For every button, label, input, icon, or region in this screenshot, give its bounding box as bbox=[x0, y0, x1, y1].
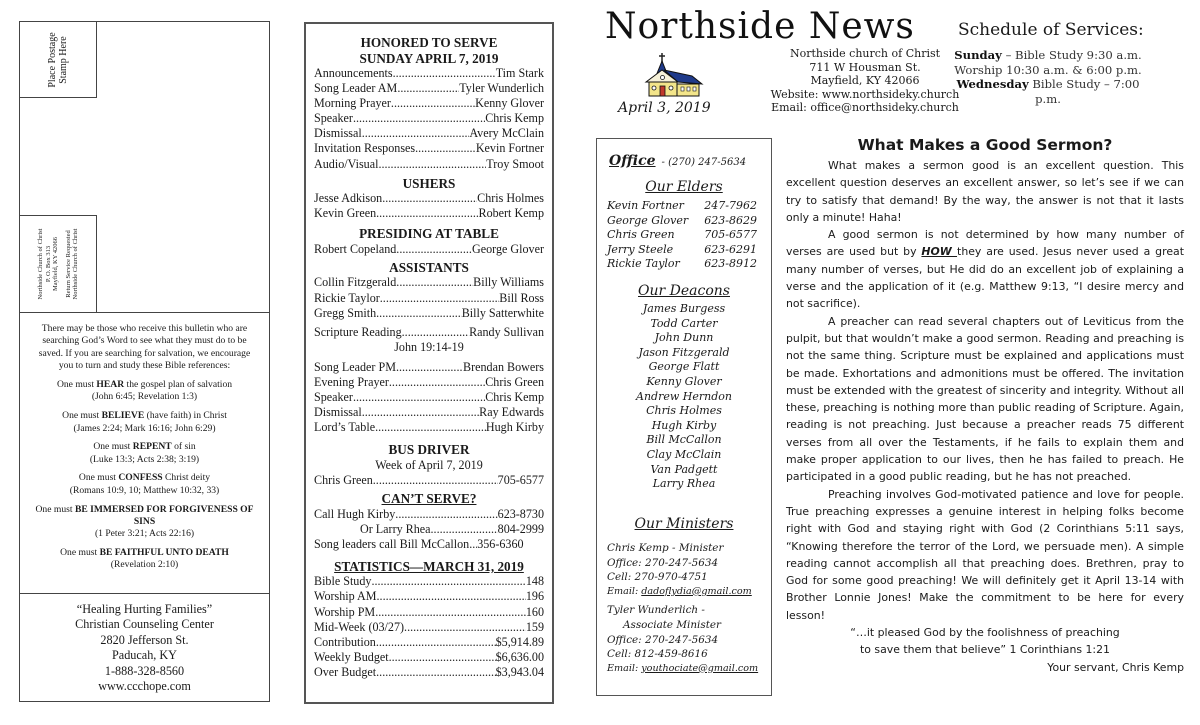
return-address-line: Mayfield, KY 42066 bbox=[51, 236, 59, 292]
role-row bbox=[314, 157, 544, 172]
leader-dots bbox=[375, 420, 486, 435]
newsletter-title: Northside News bbox=[605, 6, 915, 47]
elder-row bbox=[607, 228, 757, 243]
role-row bbox=[314, 242, 544, 257]
role-row bbox=[314, 620, 544, 635]
role-row bbox=[314, 191, 544, 206]
schedule-line: Sunday – Bible Study 9:30 a.m. bbox=[954, 48, 1142, 62]
role-label: Worship AM bbox=[314, 589, 377, 604]
article-paragraph: Preaching involves God-motivated patience and love for people. True preaching expresses a genuine interest in helping folks become right with God and staying right with God (2 Corinthians 5:11 says, “Knowing therefore the terror of the Lord, we persuade men). A simple reading cannot accomplish all that preaching does. Brethren, pray to God for some good preaching! We will definitely get it April 13-14 with Brother Lonnie Jones! Make the commitment to be here for every lesson! bbox=[786, 487, 1184, 622]
deacon-name: Jason Fitzgerald bbox=[638, 345, 730, 359]
deacon-name: Todd Carter bbox=[650, 316, 718, 330]
counseling-phone: 1-888-328-8560 bbox=[104, 663, 185, 678]
bus-driver-title: BUS DRIVER bbox=[388, 442, 470, 458]
role-label: Bible Study bbox=[314, 574, 372, 589]
role-value: 196 bbox=[525, 589, 544, 604]
salvation-box bbox=[19, 312, 270, 594]
role-value: Bill Ross bbox=[499, 290, 544, 305]
schedule-line: Worship 10:30 a.m. & 6:00 p.m. bbox=[954, 62, 1142, 77]
counseling-line: Christian Counseling Center bbox=[75, 617, 214, 632]
elder-row bbox=[607, 243, 757, 258]
deacon-name: Larry Rhea bbox=[652, 477, 716, 491]
role-row bbox=[314, 605, 544, 620]
role-value: Billy Williams bbox=[473, 275, 544, 290]
elder-phone: 247-7962 bbox=[704, 199, 757, 212]
website-line[interactable]: Website: www.northsideky.church bbox=[770, 87, 960, 101]
leader-dots bbox=[396, 275, 473, 290]
role-row bbox=[314, 141, 544, 156]
elder-name: Kevin Fortner bbox=[607, 199, 684, 212]
deacon-name: Kenny Glover bbox=[646, 374, 722, 388]
leader-dots bbox=[362, 126, 470, 141]
salvation-step-reference: (John 6:45; Revelation 1:3) bbox=[91, 391, 198, 403]
leader-dots bbox=[393, 66, 496, 81]
assistants-title: ASSISTANTS bbox=[389, 259, 469, 275]
leader-dots bbox=[371, 574, 525, 589]
role-value: Chris Kemp bbox=[485, 390, 544, 405]
counseling-line: “Healing Hurting Families” bbox=[76, 602, 213, 616]
salvation-step-keyword: CONFESS bbox=[118, 472, 163, 484]
minister-email-line: Email: youthociate@gmail.com bbox=[607, 662, 759, 674]
leader-dots bbox=[404, 620, 526, 635]
elder-name: George Glover bbox=[607, 213, 689, 227]
role-label: Lord’s Table bbox=[314, 420, 376, 435]
role-row bbox=[314, 306, 544, 321]
role-value: Tim Stark bbox=[495, 66, 544, 80]
role-label: Contribution bbox=[314, 634, 376, 649]
leader-dots bbox=[389, 375, 485, 390]
role-value: Brendan Bowers bbox=[463, 359, 544, 374]
counseling-line: 2820 Jefferson St. bbox=[100, 632, 189, 647]
schedule-line: Wednesday Bible Study – 7:00 p.m. bbox=[956, 77, 1140, 106]
counseling-line: Paducah, KY bbox=[112, 648, 177, 663]
role-label: Collin Fitzgerald bbox=[314, 275, 397, 290]
salvation-step-reference: (James 2:24; Mark 16:16; John 6:29) bbox=[73, 422, 216, 434]
salvation-step: One must BE FAITHFUL UNTO DEATH (Revelation 2:10) bbox=[32, 547, 257, 572]
church-address bbox=[760, 47, 970, 115]
email-line[interactable]: Email: office@northsideky.church bbox=[771, 101, 959, 115]
role-value: Hugh Kirby bbox=[485, 420, 544, 435]
minister-email-line: Email: dadoflydia@gmail.com bbox=[607, 585, 752, 597]
salvation-step-reference: (Revelation 2:10) bbox=[110, 559, 179, 571]
role-row bbox=[314, 665, 544, 680]
office-panel bbox=[596, 138, 772, 696]
postage-stamp-box bbox=[19, 21, 97, 98]
bus-week: Week of April 7, 2019 bbox=[375, 457, 483, 472]
elder-row bbox=[607, 214, 757, 229]
role-row bbox=[314, 375, 544, 390]
deacons-title: Our Deacons bbox=[638, 283, 730, 299]
role-label: Announcements bbox=[314, 66, 393, 80]
role-value: Billy Satterwhite bbox=[461, 305, 544, 320]
article-signature: Your servant, Chris Kemp bbox=[1047, 660, 1184, 674]
role-value: Avery McClain bbox=[469, 126, 544, 141]
issue-date: April 3, 2019 bbox=[618, 100, 711, 116]
leader-dots bbox=[362, 405, 479, 420]
deacon-name: Andrew Herndon bbox=[636, 389, 732, 403]
salvation-step: One must CONFESS Christ deity (Romans 10:9, 10; Matthew 10:32, 33) bbox=[32, 472, 257, 497]
role-value: $6,636.00 bbox=[495, 649, 544, 664]
salvation-step-keyword: BE IMMERSED FOR FORGIVENESS OF SINS bbox=[74, 503, 254, 527]
article-paragraph: A preacher can read several chapters out of Leviticus from the pulpit, but that wouldn’t make a good sermon. Reading and preaching is not the same thing. Scripture must be explained and applications must be made. Exhortations and admonitions must be offered. The invitation must be extended with the greatest of sincerity and integrity. Without all these, preaching is nothing more than public reading of Scripture. Again, reading is not preaching. Just because a preacher reads 75 different verses from all over the Testaments, if he fails to explain them and make proper application to our lives, then he has failed to preach. He participated in a good public reading, but he has not preached. bbox=[786, 314, 1184, 484]
elder-row bbox=[607, 199, 757, 214]
scripture-quote-line: to save them that believe” 1 Corinthians 1:21 bbox=[860, 643, 1110, 657]
role-value: Kenny Glover bbox=[475, 96, 544, 111]
cant-serve-row: Call Hugh Kirby ..... 623-8730 bbox=[314, 507, 544, 522]
role-row bbox=[314, 275, 544, 290]
deacon-name: Clay McClain bbox=[646, 447, 722, 461]
counseling-center-box bbox=[19, 593, 270, 702]
salvation-step-keyword: REPENT bbox=[132, 441, 172, 453]
role-value: Chris Green bbox=[485, 375, 544, 389]
leader-dots bbox=[353, 111, 485, 126]
article bbox=[786, 133, 1184, 676]
deacon-name: John Dunn bbox=[654, 331, 714, 345]
stamp-label-line: Stamp Here bbox=[58, 35, 69, 84]
deacon-name: Bill McCallon bbox=[646, 433, 722, 447]
leader-dots bbox=[377, 589, 526, 604]
role-label: Song Leader AM bbox=[314, 81, 398, 96]
deacons-list bbox=[597, 302, 771, 492]
leader-dots bbox=[397, 81, 459, 96]
role-label: Robert Copeland bbox=[314, 241, 397, 256]
role-value: Ray Edwards bbox=[479, 405, 544, 420]
role-label: Speaker bbox=[314, 111, 353, 126]
role-label: Song Leader PM bbox=[314, 359, 396, 374]
scripture-passage: John 19:14-19 bbox=[394, 339, 464, 354]
article-paragraph: What makes a sermon good is an excellent question. This excellent question deserves an excellent answer, so let’s see if we can try to satisfy that demand! By the way, the answer is not that it lasts only a minute! Haha! bbox=[786, 159, 1184, 224]
stamp-label-line: Place Postage bbox=[47, 31, 58, 88]
role-label: Audio/Visual bbox=[314, 156, 379, 171]
serve-date: SUNDAY APRIL 7, 2019 bbox=[359, 50, 499, 66]
minister-email-link[interactable]: youthociate@gmail.com bbox=[641, 662, 759, 674]
role-value: $5,914.89 bbox=[495, 634, 544, 649]
leader-dots bbox=[375, 605, 526, 620]
return-address-line: P. O. Box 313 bbox=[44, 245, 52, 283]
minister-email-link[interactable]: dadoflydia@gmail.com bbox=[641, 585, 752, 597]
ministers-title: Our Ministers bbox=[634, 516, 734, 532]
role-row bbox=[314, 589, 544, 604]
address-line: Mayfield, KY 42066 bbox=[810, 74, 920, 88]
role-value: Troy Smoot bbox=[486, 156, 544, 171]
role-row bbox=[314, 66, 544, 81]
deacon-name: Van Padgett bbox=[650, 462, 718, 476]
salvation-step-keyword: HEAR bbox=[96, 379, 125, 391]
cant-serve-title: CAN’T SERVE? bbox=[381, 491, 477, 507]
elder-name: Jerry Steele bbox=[607, 242, 674, 256]
role-value: Chris Holmes bbox=[477, 191, 544, 206]
leader-dots bbox=[396, 360, 463, 375]
role-value: George Glover bbox=[472, 241, 544, 256]
leader-dots bbox=[415, 141, 476, 156]
leader-dots bbox=[389, 650, 496, 665]
office-label: Office bbox=[609, 153, 656, 169]
leader-dots bbox=[376, 206, 478, 221]
deacon-name: James Burgess bbox=[642, 302, 726, 315]
role-row bbox=[314, 635, 544, 650]
role-row bbox=[314, 574, 544, 589]
salvation-intro: There may be those who receive this bulletin who are searching God’s Word to see what they must do to be saved. If you are searching for salvation, we encourage you to turn and study these Bible references: bbox=[38, 323, 251, 371]
role-label: Evening Prayer bbox=[314, 375, 389, 389]
role-row bbox=[314, 360, 544, 375]
office-phone: - (270) 247-5634 bbox=[661, 157, 747, 168]
return-note-line: Northside Church of Christ bbox=[71, 228, 79, 300]
leader-dots bbox=[380, 291, 500, 306]
role-label: Dismissal bbox=[314, 126, 362, 141]
role-label: Jesse Adkison bbox=[314, 191, 383, 206]
role-row bbox=[314, 206, 544, 221]
deacon-name: George Flatt bbox=[648, 360, 720, 374]
minister-name: Chris Kemp - Minister bbox=[607, 542, 724, 554]
salvation-step: One must HEAR the gospel plan of salvation (John 6:45; Revelation 1:3) bbox=[32, 379, 257, 404]
elder-row bbox=[607, 257, 757, 272]
scripture-quote-line: “…it pleased God by the foolishness of preaching bbox=[850, 626, 1120, 640]
leader-dots bbox=[391, 96, 475, 111]
role-label: Over Budget bbox=[314, 664, 377, 679]
serve-title: HONORED TO SERVE bbox=[360, 35, 498, 50]
leader-dots bbox=[378, 157, 486, 172]
article-paragraph: A good sermon is not determined by how many number of verses are used but by HOW they are used. Jesus never used a great many number of verses, but He did do an excellent job of explaining a verse and the application of it (e.g. Matthew 9:13, “I desire mercy and not sacrifice). bbox=[786, 228, 1184, 311]
office-phone-line bbox=[609, 153, 746, 169]
role-label: Mid-Week (03/27) bbox=[314, 619, 405, 634]
salvation-step-reference: (1 Peter 3:21; Acts 22:16) bbox=[94, 528, 195, 540]
minister-cell: Cell: 812-459-8616 bbox=[607, 648, 708, 661]
address-line: 711 W Housman St. bbox=[809, 60, 921, 74]
presiding-title: PRESIDING AT TABLE bbox=[359, 226, 499, 242]
salvation-step: One must BE IMMERSED FOR FORGIVENESS OF SINS (1 Peter 3:21; Acts 22:16) bbox=[32, 504, 257, 541]
role-value: 160 bbox=[525, 604, 544, 619]
scripture-reading-row: Scripture Reading ..... Randy Sullivan bbox=[314, 325, 544, 340]
article-title: What Makes a Good Sermon? bbox=[857, 136, 1113, 154]
role-row bbox=[314, 111, 544, 126]
church-icon bbox=[640, 52, 704, 100]
leader-dots bbox=[376, 306, 462, 321]
salvation-step-keyword: BE FAITHFUL UNTO DEATH bbox=[99, 546, 229, 558]
role-label: Speaker bbox=[314, 390, 353, 405]
bus-driver-row: Chris Green ..... 705-6577 bbox=[314, 473, 544, 488]
role-row bbox=[314, 420, 544, 435]
deacon-name: Hugh Kirby bbox=[651, 418, 717, 432]
role-label: Worship PM bbox=[314, 604, 376, 619]
role-label: Morning Prayer bbox=[314, 96, 391, 111]
return-address-box bbox=[19, 215, 97, 313]
salvation-step: One must REPENT of sin (Luke 13:3; Acts 2:38; 3:19) bbox=[32, 441, 257, 466]
cant-serve-row: Song leaders call Bill McCallon ..... 356-6360 bbox=[314, 537, 544, 552]
role-value: Tyler Wunderlich bbox=[459, 81, 544, 96]
elders-title: Our Elders bbox=[645, 179, 723, 195]
role-value: 148 bbox=[525, 574, 544, 589]
leader-dots bbox=[353, 390, 485, 405]
role-row bbox=[314, 390, 544, 405]
role-label: Gregg Smith bbox=[314, 305, 377, 320]
schedule-title: Schedule of Services: bbox=[958, 20, 1144, 40]
salvation-step-keyword: BELIEVE bbox=[101, 410, 145, 422]
salvation-step-reference: (Luke 13:3; Acts 2:38; 3:19) bbox=[89, 453, 200, 465]
cant-serve-row: Or Larry Rhea ..... 804-2999 bbox=[314, 522, 544, 537]
ushers-title: USHERS bbox=[402, 175, 456, 191]
schedule-of-services bbox=[948, 48, 1148, 106]
salvation-step-reference: (Romans 10:9, 10; Matthew 10:32, 33) bbox=[69, 484, 220, 496]
statistics-title: STATISTICS—MARCH 31, 2019 bbox=[334, 558, 524, 574]
deacon-name: Chris Holmes bbox=[646, 404, 722, 418]
minister-title: Associate Minister bbox=[623, 618, 721, 631]
elder-name: Rickie Taylor bbox=[607, 257, 680, 271]
leader-dots bbox=[376, 665, 495, 680]
leader-dots bbox=[396, 242, 472, 257]
minister-cell: Cell: 270-970-4751 bbox=[607, 571, 708, 584]
minister-office: Office: 270-247-5634 bbox=[607, 556, 719, 569]
role-label: Weekly Budget bbox=[314, 649, 389, 664]
role-label: Invitation Responses bbox=[314, 141, 416, 156]
role-row bbox=[314, 405, 544, 420]
return-note-line: Return Service Requested bbox=[64, 230, 72, 298]
minister-office: Office: 270-247-5634 bbox=[607, 633, 719, 646]
address-line: Northside church of Christ bbox=[789, 47, 941, 60]
role-value: Chris Kemp bbox=[485, 111, 544, 126]
return-address-line: Northside Church of Christ bbox=[36, 228, 44, 300]
salvation-step: One must BELIEVE (have faith) in Christ (James 2:24; Mark 16:16; John 6:29) bbox=[32, 410, 257, 435]
elder-phone: 623-6291 bbox=[704, 242, 757, 256]
minister-name: Tyler Wunderlich - bbox=[607, 604, 705, 617]
elder-phone: 623-8629 bbox=[704, 213, 757, 227]
role-value: Kevin Fortner bbox=[475, 141, 544, 156]
ministers-list bbox=[607, 541, 772, 676]
role-label: Dismissal bbox=[314, 405, 362, 420]
role-value: 159 bbox=[525, 619, 544, 634]
role-row bbox=[314, 291, 544, 306]
emphasis-how: HOW bbox=[921, 245, 958, 259]
role-label: Rickie Taylor bbox=[314, 290, 380, 305]
role-row bbox=[314, 81, 544, 96]
leader-dots bbox=[382, 191, 477, 206]
role-value: Robert Kemp bbox=[478, 206, 544, 221]
role-row bbox=[314, 126, 544, 141]
role-value: $3,943.04 bbox=[495, 664, 544, 679]
elder-name: Chris Green bbox=[607, 228, 675, 242]
elder-phone: 623-8912 bbox=[704, 257, 757, 271]
counseling-website[interactable]: www.ccchope.com bbox=[98, 679, 191, 694]
honored-to-serve-panel bbox=[304, 22, 554, 704]
leader-dots bbox=[376, 635, 496, 650]
role-row bbox=[314, 650, 544, 665]
elder-phone: 705-6577 bbox=[704, 228, 757, 242]
role-label: Kevin Green bbox=[314, 206, 377, 221]
role-row bbox=[314, 96, 544, 111]
